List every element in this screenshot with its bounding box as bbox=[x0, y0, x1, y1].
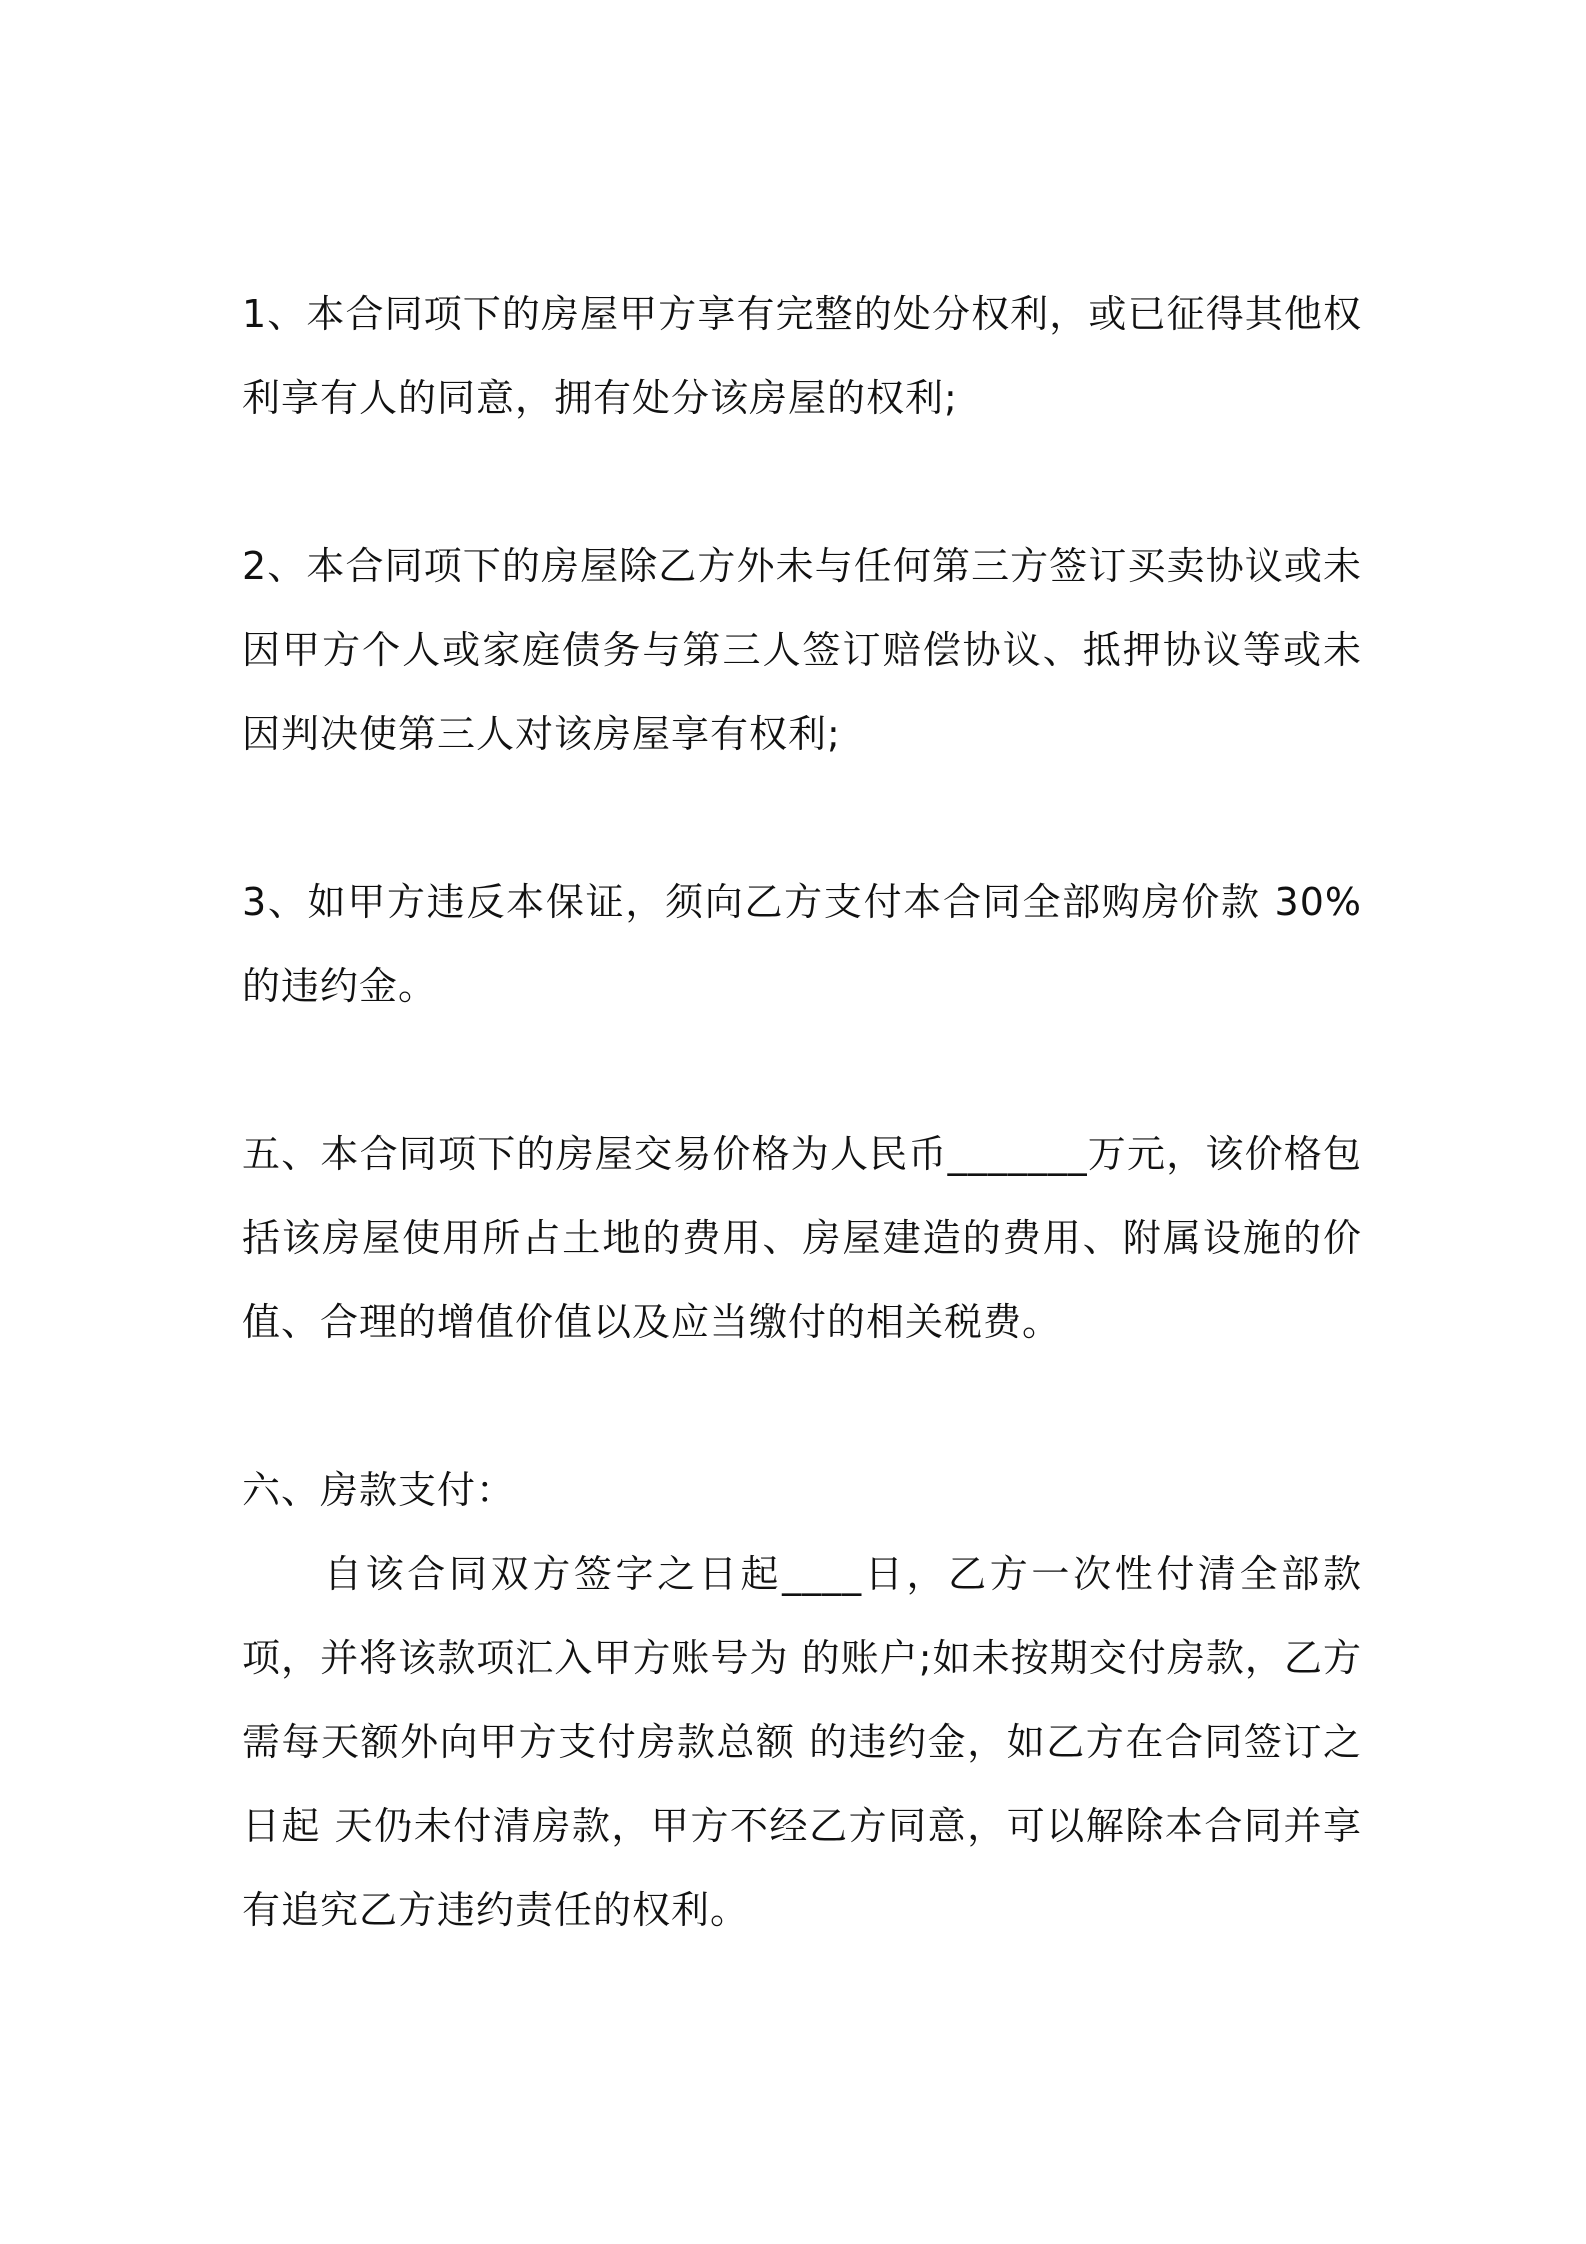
section-six-heading: 六、房款支付： bbox=[242, 1468, 516, 1512]
section-five-price-paragraph: 五、本合同项下的房屋交易价格为人民币_______万元，该价格包括该房屋使用所占土地的费用、房屋建造的费用、附属设施的价值、合理的增值价值以及应当缴付的相关税费。 bbox=[242, 1132, 1362, 1344]
clause-3-paragraph: 3、如甲方违反本保证，须向乙方支付本合同全部购房价款 30%的违约金。 bbox=[242, 880, 1362, 1008]
clause-1-paragraph: 1、本合同项下的房屋甲方享有完整的处分权利，或已征得其他权利享有人的同意，拥有处分该房屋的权利; bbox=[242, 292, 1362, 420]
clause-2-paragraph: 2、本合同项下的房屋除乙方外未与任何第三方签订买卖协议或未因甲方个人或家庭债务与第三人签订赔偿协议、抵押协议等或未因判决使第三人对该房屋享有权利; bbox=[242, 544, 1362, 756]
payment-terms-paragraph: 自该合同双方签字之日起____日，乙方一次性付清全部款项，并将该款项汇入甲方账号为 的账户;如未按期交付房款，乙方需每天额外向甲方支付房款总额 的违约金，如乙方在合同签订之日起 天仍未付清房款，甲方不经乙方同意，可以解除本合同并享有追究乙方违约责任的权利。 bbox=[242, 1552, 1362, 1932]
document-body bbox=[242, 272, 1362, 1952]
